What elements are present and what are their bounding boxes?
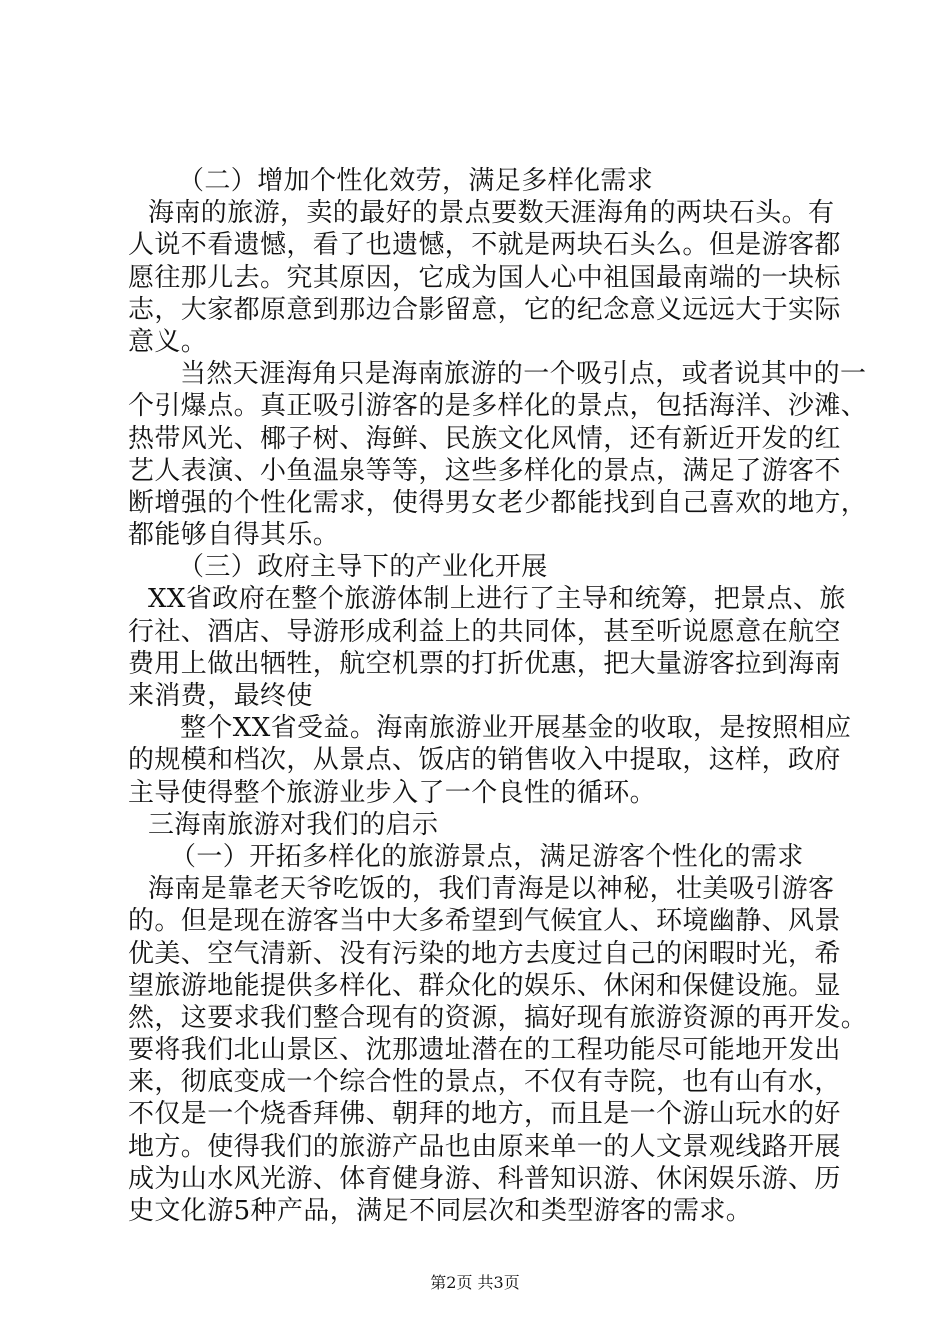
text-line: （二）增加个性化效劳，满足多样化需求: [178, 166, 654, 196]
text-line: 要将我们北山景区、沈那遗址潜在的工程功能尽可能地开发出: [128, 1035, 841, 1066]
text-line: 断增强的个性化需求，使得男女老少都能找到自己喜欢的地方，: [128, 487, 868, 518]
text-line: 费用上做出牺牲，航空机票的打折优惠，把大量游客拉到海南: [128, 648, 841, 679]
text-line: 望旅游地能提供多样化、群众化的娱乐、休闲和保健设施。显: [128, 970, 841, 1001]
text-line: 行社、酒店、导游形成利益上的共同体，甚至听说愿意在航空: [128, 616, 841, 647]
text-line: 成为山水风光游、体育健身游、科普知识游、休闲娱乐游、历: [128, 1163, 841, 1194]
text-line: 志，大家都原意到那边合影留意，它的纪念意义远远大于实际: [128, 294, 841, 325]
text-line: 然，这要求我们整合现有的资源，搞好现有旅游资源的再开发。: [128, 1002, 868, 1033]
text-line: 热带风光、椰子树、海鲜、民族文化风情，还有新近开发的红: [128, 423, 841, 454]
text-line: XX省政府在整个旅游体制上进行了主导和统筹，把景点、旅: [148, 584, 846, 615]
text-line: （三）政府主导下的产业化开展: [178, 552, 548, 583]
text-line: 艺人表演、小鱼温泉等等，这些多样化的景点，满足了游客不: [128, 455, 841, 486]
text-line: 来消费，最终使: [128, 681, 313, 711]
text-line: 都能够自得其乐。: [128, 520, 340, 551]
page-footer: 第2页 共3页: [430, 1273, 520, 1292]
text-line: 海南的旅游，卖的最好的景点要数天涯海角的两块石头。有: [148, 198, 835, 229]
text-line: 三海南旅游对我们的启示: [148, 809, 439, 840]
text-line: 海南是靠老天爷吃饭的，我们青海是以神秘，壮美吸引游客: [148, 874, 835, 905]
text-line: 的。但是现在游客当中大多希望到气候宜人、环境幽静、风景: [128, 906, 841, 937]
text-line: （一）开拓多样化的旅游景点，满足游客个性化的需求: [170, 841, 804, 872]
text-line: 优美、空气清新、没有污染的地方去度过自己的闲暇时光，希: [128, 938, 841, 969]
text-line: 个引爆点。真正吸引游客的是多样化的景点，包括海洋、沙滩、: [128, 391, 868, 422]
text-line: 整个XX省受益。海南旅游业开展基金的收取，是按照相应: [180, 713, 852, 744]
document-body: [128, 165, 868, 1227]
text-line: 当然天涯海角只是海南旅游的一个吸引点，或者说其中的一: [180, 359, 867, 390]
text-line: 不仅是一个烧香拜佛、朝拜的地方，而且是一个游山玩水的好: [128, 1099, 841, 1130]
text-line: 地方。使得我们的旅游产品也由原来单一的人文景观线路开展: [128, 1131, 841, 1162]
text-line: 来，彻底变成一个综合性的景点，不仅有寺院，也有山有水，: [128, 1067, 841, 1098]
text-line: 意义。: [128, 326, 208, 357]
text-line: 愿往那儿去。究其原因，它成为国人心中祖国最南端的一块标: [128, 262, 841, 293]
text-line: 人说不看遗憾，看了也遗憾，不就是两块石头么。但是游客都: [128, 230, 841, 261]
text-line: 的规模和档次，从景点、饭店的销售收入中提取，这样，政府: [128, 745, 841, 776]
text-line: 主导使得整个旅游业步入了一个良性的循环。: [128, 777, 657, 808]
text-line: 史文化游5种产品，满足不同层次和类型游客的需求。: [128, 1196, 753, 1226]
